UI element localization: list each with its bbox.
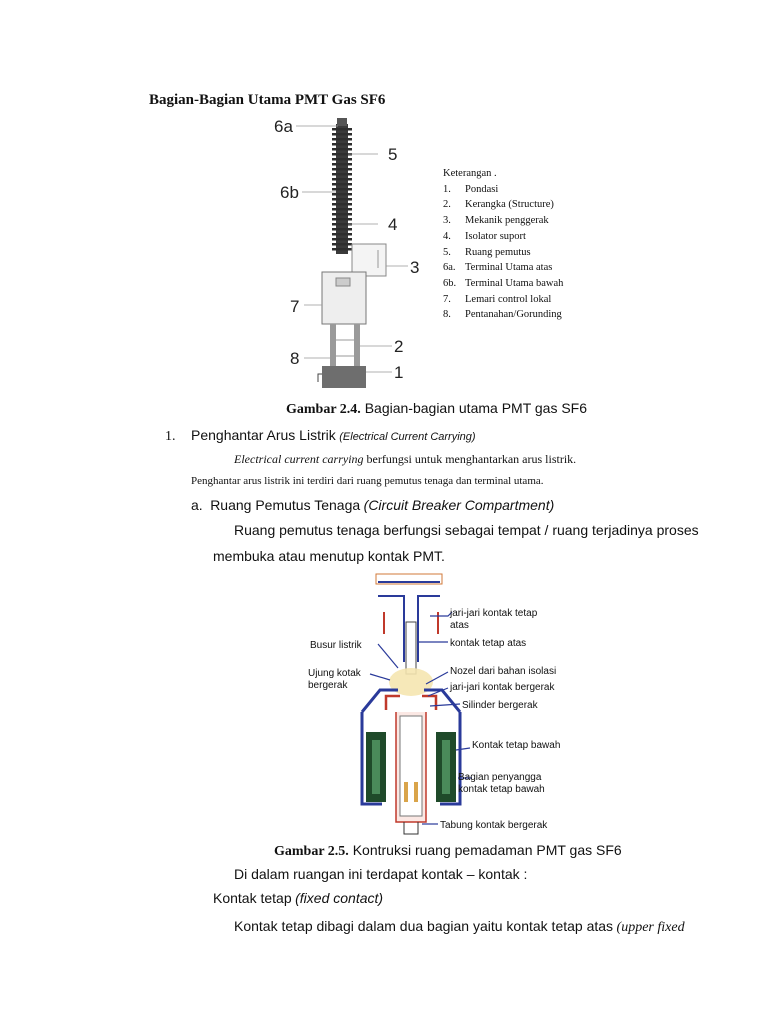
paragraph: Penghantar arus listrik ini terdiri dari ruang pemutus tenaga dan terminal utama. (191, 475, 544, 487)
label-upper-fingers: jari-jari kontak tetap (450, 608, 538, 619)
label-support: Bagian penyangga (458, 772, 542, 783)
insulator-shed (332, 198, 352, 201)
label-nozzle: Nozel dari bahan isolasi (450, 666, 557, 677)
section-heading: Bagian-Bagian Utama PMT Gas SF6 (149, 92, 386, 108)
label-cylinder: Silinder bergerak (462, 700, 538, 711)
legend-text: Lemari control lokal (465, 293, 552, 305)
legend-text: Terminal Utama bawah (465, 277, 564, 289)
legend-item (443, 182, 563, 198)
caption-text: Kontruksi ruang pemadaman PMT gas SF6 (348, 842, 622, 858)
insulator-shed (332, 173, 352, 176)
insulator-shed (332, 128, 352, 131)
legend-text: Mekanik penggerak (465, 215, 549, 227)
section-1-heading (165, 427, 476, 445)
label-upper-fingers-2: atas (450, 620, 469, 631)
label-moving-tip-2: bergerak (308, 680, 348, 691)
label-upper-fixed-contact: kontak tetap atas (450, 638, 527, 649)
insulator-column (332, 124, 352, 254)
insulator-shed (332, 143, 352, 146)
nozzle (386, 696, 436, 710)
insulator-shed (332, 238, 352, 241)
legend-item (443, 245, 563, 261)
insulator-shed (332, 133, 352, 136)
item-title-en: (fixed contact) (295, 890, 384, 906)
label-7: 7 (290, 297, 300, 316)
label-support-2: kontak tetap bawah (458, 784, 545, 795)
legend-title: Keterangan . (443, 168, 497, 179)
label-4: 4 (388, 215, 398, 234)
legend-text: Kerangka (Structure) (465, 199, 554, 211)
paragraph (234, 918, 685, 936)
insulator-shed (332, 203, 352, 206)
insulator-shed (332, 243, 352, 246)
paragraph-text: berfungsi untuk menghantarkan arus listrik. (363, 452, 577, 466)
label-moving-tip: Ujung kotak (308, 668, 361, 679)
section-title: Penghantar Arus Listrik (191, 427, 336, 443)
list-item-heading (213, 890, 383, 908)
insulator-shed (332, 213, 352, 216)
label-2: 2 (394, 337, 404, 356)
mechanism-box (352, 244, 386, 276)
legend-item (443, 307, 563, 323)
label-8: 8 (290, 349, 300, 368)
item-title: Kontak tetap (213, 890, 292, 906)
legend-item (443, 292, 563, 308)
insulator-shed (332, 248, 352, 251)
legend-number: 8. (443, 309, 451, 321)
label-1: 1 (394, 363, 404, 382)
legend-item (443, 260, 563, 276)
legend-number: 7. (443, 293, 451, 305)
term-italic: Electrical current carrying (234, 452, 364, 466)
legend-item (443, 276, 563, 292)
arc (389, 668, 433, 696)
legend-number: 5. (443, 246, 451, 258)
insulator-shed (332, 138, 352, 141)
list-number: 1. (165, 429, 176, 444)
paragraph-text: Kontak tetap dibagi dalam dua bagian yaitu kontak tetap atas (234, 918, 614, 934)
caption-label: Gambar 2.4. (286, 402, 361, 417)
legend-number: 3. (443, 215, 451, 227)
insulator-shed (332, 183, 352, 186)
legend-item (443, 213, 563, 229)
frame-leg (330, 324, 336, 370)
insulator-shed (332, 233, 352, 236)
insulator-shed (332, 163, 352, 166)
top-terminal (337, 118, 347, 126)
caption-label: Gambar 2.5. (274, 844, 349, 859)
figure-caption-2-5 (274, 842, 622, 860)
label-moving-fingers: jari-jari kontak bergerak (450, 682, 555, 693)
label-6a: 6a (274, 117, 293, 136)
legend-text: Terminal Utama atas (465, 262, 553, 274)
moving-contact (406, 622, 416, 674)
figure-arc-chamber (300, 572, 590, 840)
term-italic: (upper fixed (616, 920, 685, 935)
paragraph: Di dalam ruangan ini terdapat kontak – kontak : (234, 866, 528, 882)
label-6b: 6b (280, 183, 299, 202)
insulator-shed (332, 208, 352, 211)
legend-number: 2. (443, 199, 451, 211)
paragraph: membuka atau menutup kontak PMT. (213, 548, 445, 564)
insulator-shed (332, 158, 352, 161)
legend-item (443, 229, 563, 245)
foundation (322, 366, 366, 388)
legend-text: Pondasi (465, 183, 499, 195)
legend-number: 1. (443, 183, 451, 195)
legend-text: Pentanahan/Gorunding (465, 309, 562, 321)
insulator-shed (332, 218, 352, 221)
list-label: a. (191, 497, 203, 513)
frame-leg (354, 324, 360, 370)
insulator-shed (332, 188, 352, 191)
subsection-a-heading (191, 497, 554, 515)
figure-caption-2-4 (286, 400, 587, 418)
legend-number: 6b. (443, 277, 457, 289)
legend-number: 4. (443, 230, 451, 242)
insulator-shed (332, 168, 352, 171)
paragraph: Ruang pemutus tenaga berfungsi sebagai tempat / ruang terjadinya proses (234, 522, 699, 538)
label-moving-tube: Tabung kontak bergerak (440, 820, 548, 831)
label-5: 5 (388, 145, 398, 164)
legend-number: 6a. (443, 262, 456, 274)
figure-legend (443, 166, 563, 323)
subsection-title: Ruang Pemutus Tenaga (210, 497, 361, 513)
label-arc: Busur listrik (310, 640, 362, 651)
insulator-shed (332, 148, 352, 151)
insulator-shed (332, 228, 352, 231)
legend-text: Ruang pemutus (465, 246, 531, 258)
label-3: 3 (410, 258, 420, 277)
label-lower-fixed-contact: Kontak tetap bawah (472, 740, 561, 751)
insulator-shed (332, 178, 352, 181)
insulator-shed (332, 193, 352, 196)
subsection-title-en: (Circuit Breaker Compartment) (363, 497, 555, 513)
section-title-en: (Electrical Current Carrying) (339, 431, 476, 443)
legend-text: Isolator suport (465, 230, 526, 242)
caption-text: Bagian-bagian utama PMT gas SF6 (360, 400, 588, 416)
legend-item (443, 197, 563, 213)
paragraph (234, 452, 576, 467)
